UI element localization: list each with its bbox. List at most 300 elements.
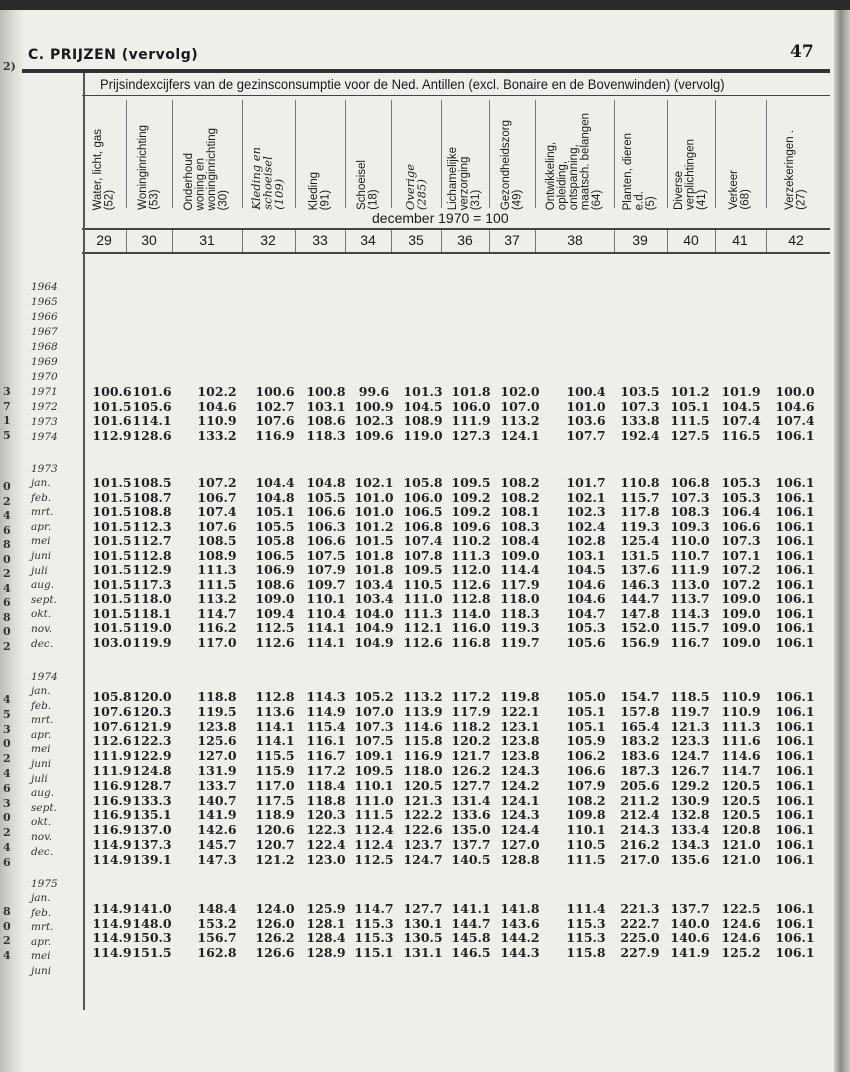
table-cell: 192.4	[620, 427, 660, 443]
column-header-39	[615, 100, 665, 210]
column-header-line: Verkeer	[727, 170, 740, 210]
table-cell: 114.6	[403, 718, 443, 734]
page-number: 47	[790, 42, 814, 62]
month-label: mei	[31, 535, 51, 548]
table-cell: 109.4	[255, 605, 295, 621]
table-cell: 144.2	[500, 930, 540, 946]
month-label: juli	[31, 772, 48, 785]
table-cell: 106.7	[197, 489, 237, 505]
month-label: dec.	[31, 637, 54, 650]
table-cell: 128.4	[306, 930, 346, 946]
table-cell: 112.4	[354, 822, 394, 838]
column-header-text	[357, 160, 380, 210]
table-cell: 105.5	[255, 518, 295, 534]
table-cell: 157.8	[620, 703, 660, 719]
table-cell: 109.3	[670, 518, 710, 534]
table-cell: 105.5	[306, 489, 346, 505]
column-header-line: Verzekeringen .	[783, 130, 796, 210]
table-cell: 118.1	[132, 605, 172, 621]
table-cell: 140.5	[451, 851, 491, 867]
scan-right-edge	[834, 10, 850, 1072]
table-cell: 133.2	[197, 427, 237, 443]
table-cell: 101.5	[92, 547, 132, 563]
column-header-line: ontspanning,	[568, 144, 581, 210]
previous-page-fragment: 8	[3, 905, 11, 918]
table-cell: 107.4	[197, 504, 237, 519]
column-header-36	[440, 100, 490, 210]
table-cell: 108.3	[670, 504, 710, 519]
table-cell: 114.9	[92, 901, 132, 916]
table-cell: 121.0	[721, 851, 761, 867]
table-cell: 101.6	[92, 413, 132, 429]
column-header-line: Kleding en	[248, 147, 263, 210]
table-cell: 105.6	[132, 398, 172, 414]
column-header-text	[184, 128, 230, 210]
table-cell: 106.1	[775, 777, 815, 793]
table-cell: 124.2	[500, 777, 540, 793]
table-cell: 111.6	[721, 733, 761, 749]
table-cell: 106.1	[775, 475, 815, 490]
table-cell: 117.3	[132, 576, 172, 592]
table-cell: 108.7	[132, 489, 172, 505]
table-cell: 106.1	[775, 763, 815, 778]
table-cell: 121.0	[721, 837, 761, 852]
year-label: 1971	[31, 386, 58, 398]
table-cell: 135.1	[132, 807, 172, 823]
column-header-line: Woninginrichting	[136, 125, 149, 210]
table-cell: 126.2	[255, 930, 295, 946]
colnum-divider	[614, 230, 615, 252]
table-cell: 103.1	[566, 547, 606, 563]
table-cell: 118.0	[132, 591, 172, 606]
table-cell: 120.5	[403, 777, 443, 793]
column-header-text	[501, 120, 524, 210]
table-cell: 114.9	[92, 915, 132, 931]
table-cell: 104.5	[403, 398, 443, 414]
column-number: 33	[312, 232, 328, 248]
year-label: 1973	[31, 416, 58, 428]
month-label: juni	[31, 758, 52, 770]
table-cell: 113.9	[403, 703, 443, 719]
table-cell: 162.8	[197, 945, 237, 961]
table-cell: 101.5	[92, 591, 132, 606]
table-cell: 112.6	[92, 733, 132, 749]
table-cell: 140.7	[197, 792, 237, 808]
column-header-line: opleiding,	[556, 160, 569, 210]
month-label: mrt.	[31, 921, 54, 934]
table-cell: 146.3	[620, 576, 660, 592]
table-cell: 119.7	[670, 703, 710, 719]
table-cell: 114.0	[451, 605, 491, 621]
column-header-line: (109)	[271, 179, 286, 210]
table-cell: 116.7	[670, 634, 710, 650]
table-cell: 117.9	[451, 703, 491, 719]
column-number: 42	[788, 232, 804, 248]
table-cell: 117.2	[451, 689, 491, 704]
table-cell: 108.9	[403, 413, 443, 429]
table-cell: 109.0	[721, 591, 761, 606]
table-cell: 119.8	[500, 689, 540, 704]
table-cell: 117.9	[500, 576, 540, 592]
table-cell: 101.0	[566, 398, 606, 414]
month-label: apr.	[31, 728, 52, 741]
month-label: apr.	[31, 520, 52, 533]
table-cell: 120.5	[721, 777, 761, 793]
previous-page-fragment: 6	[3, 781, 11, 795]
table-cell: 102.4	[566, 518, 606, 534]
table-cell: 118.0	[500, 591, 540, 606]
table-cell: 114.1	[255, 733, 295, 749]
table-left-border	[83, 73, 85, 1010]
table-cell: 127.7	[451, 777, 491, 793]
table-cell: 112.6	[451, 576, 491, 592]
table-cell: 106.1	[775, 620, 815, 635]
table-cell: 100.6	[255, 384, 295, 399]
table-cell: 124.7	[403, 851, 443, 867]
table-cell: 109.6	[451, 518, 491, 534]
table-cell: 156.7	[197, 930, 237, 946]
year-label: 1966	[31, 311, 58, 323]
column-number: 34	[360, 232, 376, 248]
table-cell: 106.1	[775, 518, 815, 534]
table-cell: 107.2	[721, 576, 761, 592]
table-cell: 123.7	[403, 837, 443, 852]
table-cell: 117.5	[255, 792, 295, 808]
table-cell: 100.4	[566, 384, 606, 399]
previous-page-fragment: 7	[3, 399, 11, 413]
previous-page-fragment: 2	[3, 752, 11, 766]
table-cell: 144.3	[500, 945, 540, 961]
column-number: 36	[457, 232, 473, 248]
table-cell: 108.4	[500, 533, 540, 548]
header-divider	[766, 100, 767, 208]
month-label: nov.	[31, 831, 53, 843]
table-cell: 110.9	[721, 703, 761, 719]
table-cell: 105.8	[255, 533, 295, 548]
table-cell: 132.8	[670, 807, 710, 823]
table-cell: 101.5	[354, 533, 394, 548]
table-cell: 106.1	[775, 547, 815, 563]
table-cell: 126.0	[255, 915, 295, 931]
table-cell: 109.6	[354, 427, 394, 443]
colnum-divider	[667, 230, 668, 252]
table-cell: 217.0	[620, 851, 660, 867]
table-cell: 141.1	[451, 901, 491, 916]
table-cell: 146.5	[451, 945, 491, 961]
table-cell: 102.3	[566, 504, 606, 519]
table-cell: 114.1	[306, 634, 346, 650]
table-cell: 107.0	[500, 398, 540, 414]
table-cell: 114.9	[306, 703, 346, 719]
table-cell: 110.0	[670, 533, 710, 548]
table-cell: 125.2	[721, 945, 761, 961]
table-cell: 128.7	[132, 777, 172, 793]
table-cell: 121.7	[451, 748, 491, 764]
table-cell: 118.8	[306, 792, 346, 808]
table-cell: 102.8	[566, 533, 606, 548]
column-header-line: verplichtingen	[684, 139, 697, 210]
column-number: 40	[683, 232, 699, 248]
table-cell: 101.2	[670, 384, 710, 399]
table-cell: 116.0	[451, 620, 491, 635]
table-cell: 118.5	[670, 689, 710, 704]
table-cell: 111.5	[566, 851, 606, 867]
table-cell: 116.2	[197, 620, 237, 635]
table-cell: 106.1	[775, 591, 815, 606]
column-header-35	[391, 100, 441, 210]
table-cell: 108.6	[255, 576, 295, 592]
table-cell: 118.2	[451, 718, 491, 734]
table-cell: 125.9	[306, 901, 346, 916]
table-cell: 104.7	[566, 605, 606, 621]
table-cell: 122.3	[132, 733, 172, 749]
table-cell: 120.3	[132, 703, 172, 719]
table-cell: 111.0	[354, 792, 394, 808]
previous-page-fragment: 8	[3, 538, 11, 551]
table-cell: 101.9	[721, 384, 761, 399]
table-cell: 106.1	[775, 807, 815, 823]
table-cell: 147.8	[620, 605, 660, 621]
table-cell: 107.3	[721, 533, 761, 548]
table-cell: 106.8	[670, 475, 710, 490]
column-header-37	[487, 100, 537, 210]
table-cell: 102.1	[566, 489, 606, 505]
table-cell: 101.5	[92, 489, 132, 505]
column-header-line: Gezondheidszorg	[499, 119, 512, 210]
table-cell: 214.3	[620, 822, 660, 838]
previous-page-fragment: 0	[3, 811, 11, 825]
table-cell: 130.1	[403, 915, 443, 931]
column-header-40	[666, 100, 716, 210]
table-cell: 124.8	[132, 763, 172, 778]
previous-page-fragment: 1	[3, 414, 11, 428]
table-cell: 142.6	[197, 822, 237, 838]
table-cell: 121.3	[670, 718, 710, 734]
table-cell: 111.3	[721, 718, 761, 734]
month-label: dec.	[31, 845, 54, 858]
table-cell: 118.9	[255, 807, 295, 823]
table-cell: 103.5	[620, 384, 660, 399]
column-header-text	[785, 130, 808, 210]
column-number: 41	[732, 232, 748, 248]
table-cell: 101.5	[92, 562, 132, 577]
table-cell: 119.3	[620, 518, 660, 534]
table-cell: 119.7	[500, 634, 540, 650]
table-cell: 103.0	[92, 634, 132, 650]
table-cell: 103.6	[566, 413, 606, 429]
table-cell: 151.5	[132, 945, 172, 961]
colnum-divider	[242, 230, 243, 252]
table-cell: 112.6	[403, 634, 443, 650]
column-number: 32	[260, 232, 276, 248]
table-cell: 117.0	[197, 634, 237, 650]
column-header-line: (91)	[319, 189, 331, 210]
table-cell: 114.4	[500, 562, 540, 577]
table-cell: 113.7	[670, 591, 710, 606]
table-cell: 148.0	[132, 915, 172, 931]
table-cell: 112.5	[255, 620, 295, 635]
table-cell: 105.2	[354, 689, 394, 704]
table-cell: 109.0	[255, 591, 295, 606]
table-cell: 105.9	[566, 733, 606, 749]
table-cell: 111.0	[403, 591, 443, 606]
table-cell: 106.1	[775, 605, 815, 621]
table-cell: 109.0	[721, 605, 761, 621]
column-header-text	[729, 170, 752, 210]
table-cell: 114.9	[92, 851, 132, 867]
table-cell: 123.8	[500, 748, 540, 764]
column-header-line: (52)	[103, 189, 115, 210]
table-cell: 108.2	[500, 475, 540, 490]
previous-page-fragment: 2)	[3, 60, 16, 73]
previous-page-fragment: 0	[3, 552, 11, 566]
table-cell: 129.2	[670, 777, 710, 793]
table-cell: 114.9	[92, 945, 132, 961]
table-cell: 124.6	[721, 930, 761, 946]
previous-page-fragment: 3	[3, 385, 11, 398]
table-cell: 116.9	[403, 748, 443, 764]
table-cell: 126.6	[255, 945, 295, 961]
table-cell: 107.6	[255, 413, 295, 429]
table-cell: 109.5	[451, 475, 491, 490]
previous-page-fragment: 6	[3, 596, 11, 609]
table-cell: 106.1	[775, 576, 815, 592]
table-cell: 119.0	[132, 620, 172, 635]
table-cell: 101.0	[354, 504, 394, 519]
previous-page-fragment: 2	[3, 567, 11, 580]
table-cell: 104.8	[255, 489, 295, 505]
column-header-line: Diverse	[672, 171, 685, 210]
table-cell: 112.7	[132, 533, 172, 548]
table-cell: 105.1	[670, 398, 710, 414]
table-cell: 107.8	[403, 547, 443, 563]
table-cell: 106.0	[451, 398, 491, 414]
table-cell: 104.9	[354, 620, 394, 635]
column-header-line: (5)	[644, 195, 657, 210]
table-cell: 101.5	[92, 576, 132, 592]
column-number: 35	[408, 232, 424, 248]
table-cell: 104.6	[566, 591, 606, 606]
column-header-line: woninginrichting	[206, 127, 218, 210]
table-cell: 216.2	[620, 837, 660, 852]
previous-page-fragment: 4	[3, 841, 11, 854]
table-cell: 145.7	[197, 837, 237, 852]
year-label: 1974	[31, 431, 58, 443]
table-cell: 111.3	[403, 605, 443, 621]
table-cell: 115.7	[620, 489, 660, 505]
table-cell: 109.1	[354, 748, 394, 764]
column-header-text	[138, 125, 161, 210]
table-cell: 121.9	[132, 718, 172, 734]
previous-page-fragment: 3	[3, 722, 11, 736]
table-cell: 119.9	[132, 634, 172, 650]
year-label: 1965	[31, 296, 58, 308]
previous-page-fragment: 0	[3, 919, 11, 933]
table-cell: 110.5	[566, 837, 606, 852]
base-note: december 1970 = 100	[372, 210, 509, 226]
table-cell: 124.1	[500, 792, 540, 808]
table-cell: 110.2	[451, 533, 491, 548]
previous-page-fragment: 2	[3, 494, 11, 508]
table-cell: 106.1	[775, 718, 815, 734]
table-cell: 119.5	[197, 703, 237, 719]
table-cell: 116.9	[255, 427, 295, 443]
table-cell: 113.2	[500, 413, 540, 429]
table-cell: 165.4	[620, 718, 660, 734]
table-cell: 113.2	[197, 591, 237, 606]
table-cell: 111.4	[566, 901, 606, 916]
previous-page-fragment: 0	[3, 737, 11, 751]
table-cell: 133.3	[132, 792, 172, 808]
table-cell: 127.3	[451, 427, 491, 443]
table-cell: 114.9	[92, 930, 132, 946]
table-cell: 156.9	[620, 634, 660, 650]
table-cell: 124.6	[721, 915, 761, 931]
table-cell: 140.6	[670, 930, 710, 946]
table-cell: 101.8	[354, 547, 394, 563]
column-header-line: verzorging	[458, 156, 471, 210]
month-label: apr.	[31, 935, 52, 948]
table-cell: 101.5	[92, 518, 132, 534]
colnum-divider	[766, 230, 767, 252]
table-cell: 123.3	[670, 733, 710, 749]
table-cell: 227.9	[620, 945, 660, 961]
column-header-line: Planten, dieren	[621, 132, 634, 210]
table-cell: 109.8	[566, 807, 606, 823]
column-header-42	[771, 100, 821, 210]
table-cell: 101.3	[403, 384, 443, 399]
previous-page-fragment: 2	[3, 934, 11, 948]
table-cell: 124.7	[670, 748, 710, 764]
table-cell: 125.4	[620, 533, 660, 548]
column-header-text	[402, 163, 428, 210]
table-cell: 114.3	[670, 605, 710, 621]
table-cell: 101.2	[354, 518, 394, 534]
table-cell: 101.0	[354, 489, 394, 505]
table-cell: 115.5	[255, 748, 295, 764]
column-header-line: (18)	[367, 189, 379, 210]
table-cell: 106.1	[775, 901, 815, 916]
colnum-divider	[126, 230, 127, 252]
year-heading: 1974	[31, 671, 58, 683]
table-cell: 108.2	[566, 792, 606, 808]
table-cell: 127.5	[670, 427, 710, 443]
column-header-line: Schoeisel	[355, 160, 368, 210]
table-cell: 107.0	[354, 703, 394, 719]
table-cell: 117.2	[306, 763, 346, 778]
table-cell: 123.1	[500, 718, 540, 734]
table-cell: 101.5	[92, 620, 132, 635]
table-title: Prijsindexcijfers van de gezinsconsumptie voor de Ned. Antillen (excl. Bonaire en de Bovenwinden) (vervolg)	[100, 76, 725, 92]
column-header-line: (27)	[795, 189, 807, 210]
table-cell: 112.8	[255, 689, 295, 704]
table-cell: 144.7	[451, 915, 491, 931]
table-cell: 148.4	[197, 901, 237, 916]
table-cell: 106.1	[775, 930, 815, 946]
table-cell: 110.1	[306, 591, 346, 606]
table-cell: 116.9	[92, 792, 132, 808]
column-header-line: Water, licht, gas	[91, 128, 104, 210]
table-cell: 108.9	[197, 547, 237, 563]
table-cell: 108.5	[132, 475, 172, 490]
table-cell: 110.5	[403, 576, 443, 592]
previous-page-fragment: 4	[3, 693, 11, 706]
table-cell: 110.1	[354, 777, 394, 793]
colnum-divider	[535, 230, 536, 252]
table-cell: 124.4	[500, 822, 540, 838]
table-cell: 106.6	[306, 533, 346, 548]
table-cell: 118.3	[500, 605, 540, 621]
